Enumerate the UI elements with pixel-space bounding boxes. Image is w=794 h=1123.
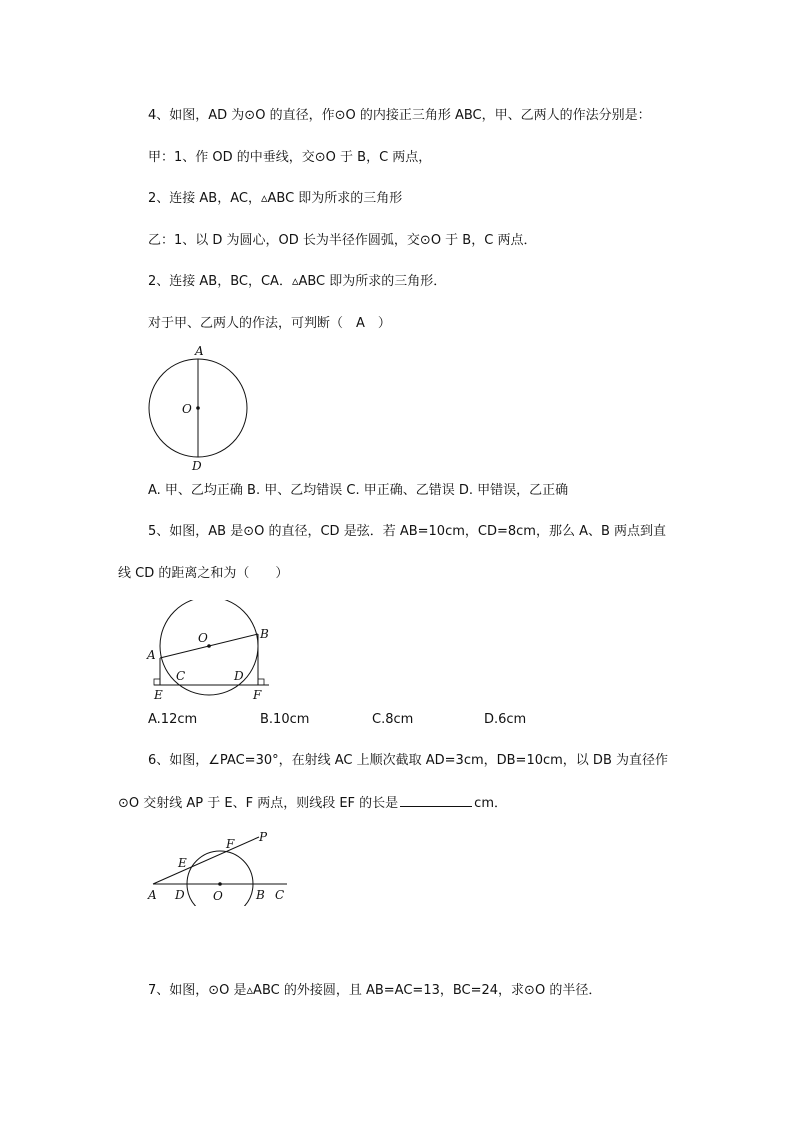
q6-stem-line-1: 6、如图，∠PAC=30°，在射线 AC 上顺次截取 AD=3cm，DB=10cm，以 DB 为直径作 xyxy=(148,753,668,768)
q5-right-angle-e xyxy=(154,679,160,685)
q5-option-d: D.6cm xyxy=(484,712,527,727)
q5-option-b: B.10cm xyxy=(260,712,310,727)
q6-label-d: D xyxy=(175,888,185,902)
q6-label-b: B xyxy=(256,888,265,902)
q6-label-o: O xyxy=(213,889,223,903)
q4-jia-step-1: 甲：1、作 OD 的中垂线，交⊙O 于 B，C 两点， xyxy=(148,150,432,165)
q5-label-o: O xyxy=(198,631,208,645)
q5-label-b: B xyxy=(260,627,269,641)
q5-option-a: A.12cm xyxy=(148,712,198,727)
q5-option-c: C.8cm xyxy=(372,712,414,727)
q4-label-d: D xyxy=(192,459,202,473)
q4-question: 对于甲、乙两人的作法，可判断（ A ） xyxy=(148,316,391,331)
q5-stem-line-2: 线 CD 的距离之和为（ ） xyxy=(118,566,289,581)
q4-yi-step-1: 乙：1、以 D 为圆心，OD 长为半径作圆弧，交⊙O 于 B，C 两点． xyxy=(148,233,537,248)
q6-stem-text: ⊙O 交射线 AP 于 E、F 两点，则线段 EF 的长是 xyxy=(118,796,399,811)
q4-yi-step-2: 2、连接 AB，BC，CA．▵ABC 即为所求的三角形． xyxy=(148,274,447,289)
q4-figure xyxy=(140,342,260,476)
q6-label-f: F xyxy=(226,837,235,851)
q6-stem-line-2 xyxy=(118,794,507,813)
q5-label-d: D xyxy=(234,669,244,683)
q6-figure xyxy=(140,826,300,906)
q4-label-a: A xyxy=(195,344,204,358)
q5-right-angle-f xyxy=(258,679,264,685)
q4-label-o: O xyxy=(182,402,192,416)
q4-stem: 4、如图，AD 为⊙O 的直径，作⊙O 的内接正三角形 ABC，甲、乙两人的作法分别是： xyxy=(148,108,651,123)
q4-options: A. 甲、乙均正确 B. 甲、乙均错误 C. 甲正确、乙错误 D. 甲错误，乙正确 xyxy=(148,483,569,498)
q6-label-a: A xyxy=(148,888,157,902)
q6-label-c: C xyxy=(275,888,285,902)
q6-stem-unit: cm． xyxy=(474,796,507,811)
q6-answer-blank[interactable] xyxy=(400,794,472,807)
q5-label-f: F xyxy=(253,688,262,702)
q6-label-e: E xyxy=(178,856,187,870)
q5-options xyxy=(148,711,568,729)
q5-label-c: C xyxy=(176,669,186,683)
q4-center-point xyxy=(196,406,200,410)
q4-jia-step-2: 2、连接 AB，AC，▵ABC 即为所求的三角形 xyxy=(148,191,403,206)
q5-figure xyxy=(140,600,290,704)
q5-stem-line-1: 5、如图，AB 是⊙O 的直径，CD 是弦．若 AB=10cm，CD=8cm，那么 A、B 两点到直 xyxy=(148,524,667,539)
q7-stem: 7、如图，⊙O 是▵ABC 的外接圆，且 AB=AC=13，BC=24，求⊙O 的半径． xyxy=(148,983,602,998)
q6-label-p: P xyxy=(259,830,268,844)
q5-label-e: E xyxy=(154,688,163,702)
q5-label-a: A xyxy=(147,648,156,662)
q6-center-point xyxy=(218,882,222,886)
